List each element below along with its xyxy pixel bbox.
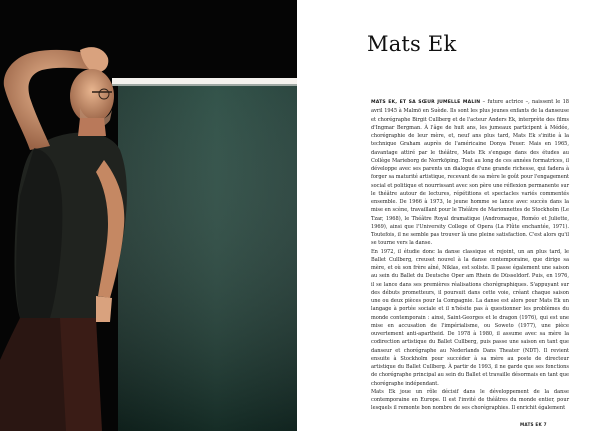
page-title: Mats Ek	[367, 32, 457, 57]
paragraph-2: En 1972, il étudie donc la danse classique et rejoint, un an plus tard, le Ballet Cullberg, creuset nouvel à la danse contemporaine, que dirige sa mère, et où son frère aîné, Niklas, est soliste. Il passe également une saison au sein du Ballet du Deutsche Oper am Rhein de Düsseldorf. Puis, en 1976, il se lance dans ses premières réalisations chorégraphiques. S'appuyant sur des débuts prometteurs, il poursuit dans cette voie, créant chaque saison une ou deux pièces pour la Compagnie. La danse est alors pour Mats Ek un langage à portée sociale et il n'hésite pas à questionner les problèmes du monde contemporain : ainsi, Saint-Georges et le dragon (1976), qui est une mise en accusation de l'impérialisme, ou Soweto (1977), une pièce ouvertement anti-apartheid. De 1978 à 1980, il assume avec sa mère la codirection artistique du Ballet Cullberg, puis passe une saison en tant que danseur et chorégraphe au Nederlands Dans Theater (NDT). Il revient ensuite à Stockholm pour succéder à sa mère au poste de directeur artistique du Ballet Cullberg. À partir de 1993, il ne garde que ses fonctions de chorégraphe principal au sein du Ballet et travaille désormais en tant que chorégraphe indépendant.	[371, 248, 569, 387]
paragraph-1	[371, 98, 569, 248]
photo-illustration	[0, 0, 297, 431]
text-page	[297, 0, 596, 431]
paragraph-1-text: – future actrice –, naissent le 18 avril 1945 à Malmö en Suède. Ils sont les plus jeunes enfants de la danseuse et chorégraphe Birgit Cullberg et de l'acteur Anders Ek, interprète des films d'Ingmar Bergman. À l'âge de huit ans, les jumeaux participent à Médée, chorégraphie de leur mère, et, neuf ans plus tard, Mats Ek s'initie à la technique Graham auprès de l'américaine Donya Feuer. Mais en 1965, davantage attiré par le théâtre, Mats Ek s'engage dans des études au Collège Marieborg de Norrköping. Tout au long de ces années formatrices, il développe avec ses parents un dialogue d'une grande richesse, qui fadera à forger sa maturité artistique, recevant de sa mère le goût pour l'engagement social et politique et nourrissant avec son père une réflexion permanente sur le théâtre autour de lectures, répétitions et spectacles variés commentés ensemble. De 1966 à 1973, le jeune homme se lance avec succès dans la mise en scène, travaillant pour le Théâtre de Marionnettes de Stockholm (Le Tzar, 1968), le Théâtre Royal dramatique (Andromaque, Roméo et Juliette, 1969), ainsi que l'University College of Opera (La Flûte enchantée, 1971). Toutefois, il ne semble pas trouver là une pleine satisfaction. C'est alors qu'il se tourne vers la danse.	[371, 99, 569, 247]
page-folio: MATS EK 7	[520, 422, 547, 427]
lead-in: MATS EK, ET SA SŒUR JUMELLE MALIN	[371, 100, 481, 105]
article-body	[371, 98, 569, 413]
photograph	[0, 0, 297, 431]
paragraph-3: Mats Ek joue un rôle décisif dans le développement de la danse contemporaine en Europe. Il est l'invité de théâtres du monde entier, pour lesquels il remonte bon nombre de ses chorégraphies. Il enrichit également	[371, 388, 569, 412]
